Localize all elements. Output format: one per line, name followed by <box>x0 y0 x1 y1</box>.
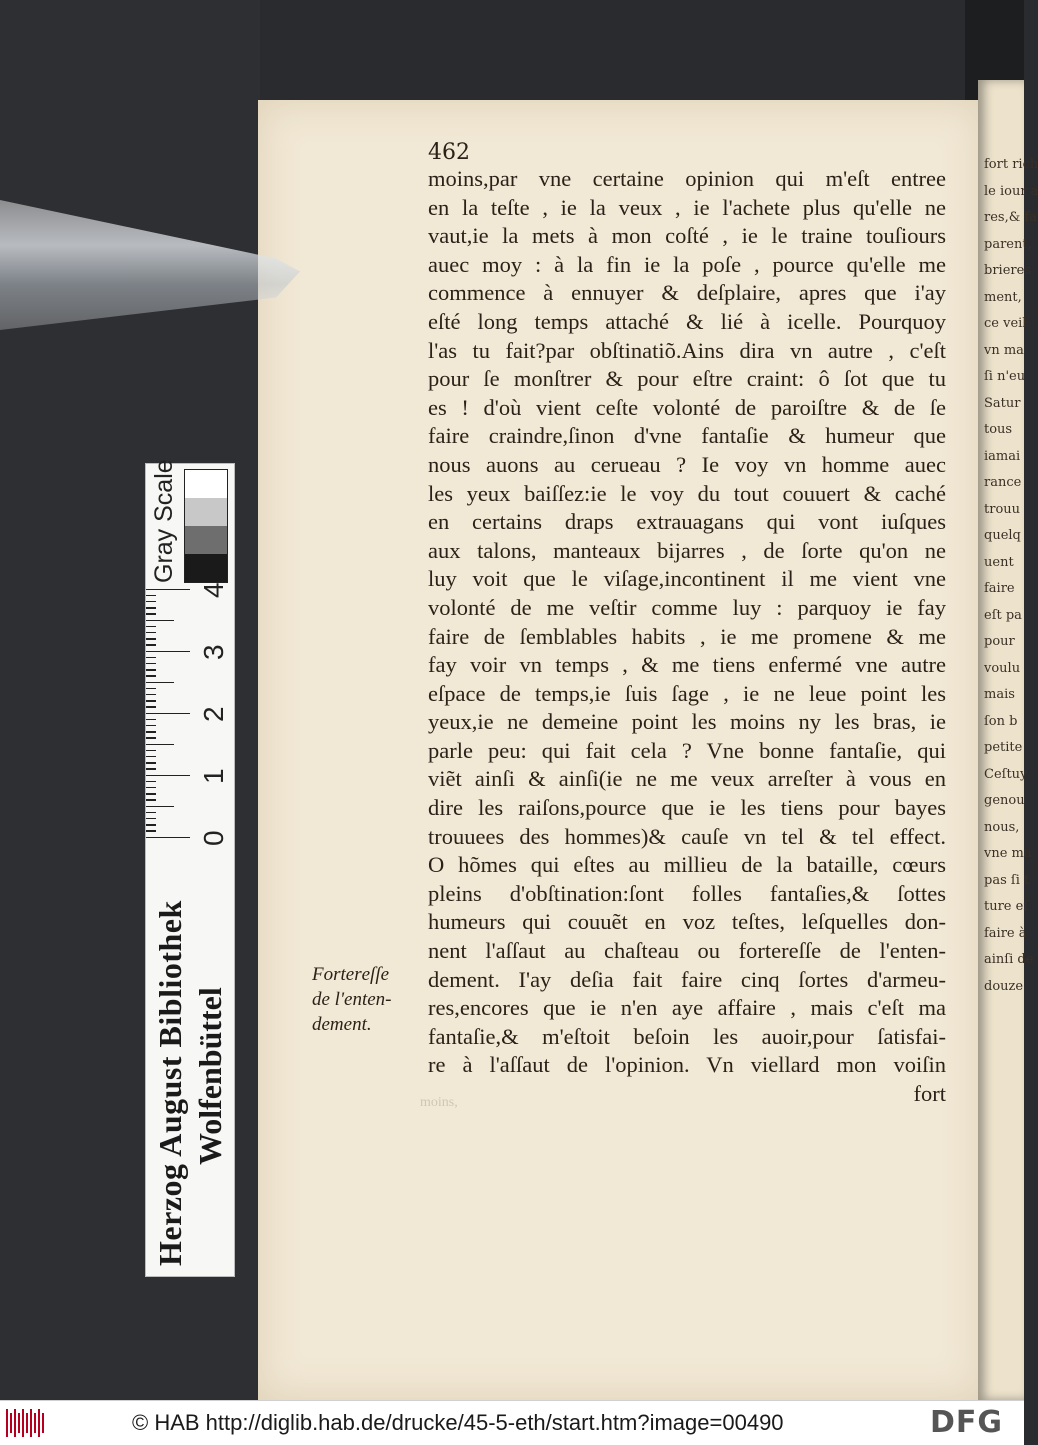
ruler-tick <box>146 694 156 695</box>
logo-bar <box>34 1413 36 1433</box>
text-line: fort <box>913 1081 946 1106</box>
next-page-fragment: parent, <box>984 236 1032 252</box>
gray-scale-swatches <box>184 469 228 583</box>
ruler-tick <box>146 638 156 639</box>
ruler-number: 0 <box>198 830 229 846</box>
next-page-fragment: ment, <box>984 289 1022 305</box>
text-line: en certains draps extrauagans qui vont iuſques <box>428 509 946 535</box>
ruler-tick <box>146 595 156 596</box>
ruler-tick <box>146 799 156 800</box>
text-line: dement. I'ay deſia fait faire cinq ſortes d'armeu- <box>428 966 946 992</box>
ruler-tick <box>146 775 190 776</box>
gray-swatch <box>185 498 227 526</box>
ruler-tick <box>146 818 156 819</box>
logo-bar <box>14 1409 16 1437</box>
ruler-tick <box>146 725 156 726</box>
ruler-tick <box>146 713 190 714</box>
institution-name-line2: Wolfenbüttel <box>192 987 228 1165</box>
text-line: moins,par vne certaine opinion qui m'eſt entree <box>428 166 946 191</box>
text-line: pour ſe monſtrer & pour eſtre craint: ô ſot que tu <box>428 366 946 392</box>
ruler-tick <box>146 837 190 838</box>
next-page-fragment: rance <box>984 475 1022 490</box>
text-line: trouuees des hommes)& cauſe vn tel & tel effect. <box>428 823 946 849</box>
ruler-tick <box>146 607 156 608</box>
gray-scale-label: Gray Scale <box>150 459 178 583</box>
next-page-fragment: fort rich <box>984 157 1038 172</box>
ruler-number: 1 <box>198 768 229 784</box>
ruler-tick <box>146 793 156 794</box>
logo-bar <box>6 1409 8 1437</box>
dfg-logo: DFG <box>930 1405 1004 1440</box>
ruler-tick <box>146 675 156 676</box>
text-line: aux talons, manteaux bijarres , de ſorte qu'on ne <box>428 537 946 563</box>
ruler-tick <box>146 762 156 763</box>
ruler-tick <box>146 626 156 627</box>
page-body-text <box>428 165 946 1109</box>
ruler-tick <box>146 620 174 621</box>
gray-swatch <box>185 554 227 582</box>
margin-note-line: Forterеſſe <box>312 964 390 985</box>
next-page-fragment: vne ma <box>984 846 1032 861</box>
ruler-number: 3 <box>198 644 229 660</box>
next-page-fragment: le iour a <box>984 183 1038 199</box>
ruler-tick <box>146 688 156 689</box>
text-line: parle peu: qui fait cela ? Vne bonne fantaſie, qui <box>428 737 946 763</box>
text-line: yeux,ie ne demeine point les moins ny les bras, ie <box>428 709 946 735</box>
text-line: volonté de me veſtir comme luy : parquoy ie fay <box>428 594 946 620</box>
next-page-fragment: eſt pa <box>984 607 1022 623</box>
next-page-fragment: faire <box>984 581 1015 596</box>
ruler-tick <box>146 706 156 707</box>
next-page-fragment: douze <box>984 978 1024 994</box>
ruler-tick <box>146 613 156 614</box>
logo-bar <box>10 1413 12 1433</box>
ruler-tick <box>146 787 156 788</box>
text-line: en la teſte , ie la veux , ie l'achete plus qu'elle ne <box>428 194 946 220</box>
page-number: 462 <box>428 140 470 165</box>
logo-bar <box>18 1413 20 1433</box>
gray-swatch <box>185 470 227 498</box>
ruler-tick <box>146 601 156 602</box>
next-page-fragment: petite <box>984 740 1023 755</box>
next-page-text <box>978 80 1038 1000</box>
ruler-tick <box>146 632 156 633</box>
text-line: faire craindre,ſinon d'vne fantaſie & humeur que <box>428 423 946 449</box>
text-line: re à l'aſſaut de l'opinion. Vn viellard mon voiſin <box>428 1052 946 1078</box>
text-line: O hõmes qui eſtes au millieu de la bataille, cœurs <box>428 852 946 878</box>
logo-bar <box>42 1413 44 1433</box>
next-page-fragment: vn ma <box>984 342 1024 358</box>
next-page-fragment: pas ſi t <box>984 872 1030 888</box>
margin-note <box>312 962 417 1037</box>
text-line: fantaſie,& m'eſtoit beſoin les auoir,pour ſatisfai- <box>428 1023 946 1049</box>
text-line: faire de ſemblables habits , ie me promene & me <box>428 623 946 649</box>
next-page-fragment: quelq <box>984 528 1021 543</box>
ruler-number: 4 <box>198 582 229 598</box>
ruler-tick <box>146 700 156 701</box>
ruler-tick <box>146 651 190 652</box>
next-page-fragment: trouu <box>984 501 1021 517</box>
text-line: humeurs qui couuẽt en voz teſtes, leſquelles don- <box>428 909 946 935</box>
next-page-fragment: faire à <box>984 925 1027 941</box>
ruler-tick <box>146 737 156 738</box>
ruler-tick <box>146 768 156 769</box>
next-page-fragment: res,& fa <box>984 210 1037 225</box>
next-page-fragment: uent <box>984 554 1014 570</box>
scale-ruler <box>145 459 235 1277</box>
text-line: les yeux baiſſez:ie le voy du tout couuert & caché <box>428 480 946 506</box>
ruler-label-band <box>146 459 234 1276</box>
gray-swatch <box>185 526 227 554</box>
logo-bar <box>26 1413 28 1433</box>
margin-note-line: de l'enten- <box>312 989 392 1010</box>
ruler-tick <box>146 744 174 745</box>
ruler-tick <box>146 589 190 590</box>
library-logo-icon <box>6 1409 46 1437</box>
ruler-number: 2 <box>198 706 229 722</box>
logo-bar <box>30 1409 32 1437</box>
next-page-fragment: nous, <box>984 819 1020 835</box>
text-line: res,encores que ie n'en aye affaire , mais c'eſt ma <box>428 995 946 1021</box>
ruler-tick <box>146 657 156 658</box>
text-line: dire les raiſons,pource que ie les tiens pour bayes <box>428 795 946 821</box>
ruler-tick <box>146 731 156 732</box>
next-page-edge <box>978 80 1038 1400</box>
text-line: pleins d'obſtination:ſont folles fantaſies,& ſottes <box>428 880 946 906</box>
next-page-fragment: ture eſ <box>984 899 1029 914</box>
text-line: eſpace de temps,ie ſuis ſage , ie ne leue point les <box>428 680 946 706</box>
text-line: auec moy : à la fin ie la poſe , pource qu'elle me <box>428 251 946 277</box>
next-page-fragment: genou <box>984 793 1025 808</box>
logo-bar <box>38 1409 40 1437</box>
next-page-fragment: mais <box>984 687 1015 702</box>
text-line: commence à ennuyer & deſplaire, apres que i'ay <box>428 280 946 306</box>
next-page-fragment: tous <box>984 422 1013 437</box>
logo-bar <box>22 1409 24 1437</box>
ruler-tick <box>146 824 156 825</box>
ruler-tick <box>146 644 156 645</box>
text-line: l'as tu fait?par obſtinatiõ.Ains dira vn autre , c'eſt <box>428 337 946 363</box>
institution-logo <box>146 870 234 1270</box>
text-line: es ! d'où vient ceſte volonté de paroiſtre & de ſe <box>428 394 946 420</box>
text-line: eſté long temps attaché & lié à icelle. Pourquoy <box>428 308 946 334</box>
ruler-tick <box>146 750 156 751</box>
text-line: luy voit que le viſage,incontinent il me vient vne <box>428 566 946 592</box>
ruler-tick <box>146 781 156 782</box>
next-page-fragment: pour <box>984 634 1015 649</box>
next-page-fragment: ainſi de <box>984 952 1034 967</box>
next-page-fragment: ſon b <box>984 713 1018 729</box>
ruler-tick <box>146 830 156 831</box>
text-line: fay voir vn temps , & me tiens enfermé vne autre <box>428 652 946 678</box>
ruler-tick <box>146 719 156 720</box>
next-page-fragment: Ceſtuy <box>984 766 1028 782</box>
next-page-fragment: Satur <box>984 395 1021 411</box>
text-line: nent l'aſſaut au chaſteau ou forterеſſe de l'enten- <box>428 938 946 964</box>
next-page-fragment: ſi n'eu <box>984 369 1026 384</box>
footer-bar <box>0 1400 1024 1445</box>
text-line: vaut,ie la mets à mon coſté , ie le traine touſiours <box>428 223 946 249</box>
ruler-tick <box>146 682 174 683</box>
ruler-tick <box>146 756 156 757</box>
next-page-fragment: ce veil <box>984 316 1027 331</box>
margin-note-line: dement. <box>312 1014 372 1035</box>
ruler-tick <box>146 663 156 664</box>
footer-credit-link[interactable]: © HAB http://diglib.hab.de/drucke/45-5-eth/start.htm?image=00490 <box>132 1410 784 1435</box>
text-line: viẽt ainſi & ainſi(ie ne me veux arreſter à vous en <box>428 766 946 792</box>
next-page-fragment: brieres <box>984 263 1031 278</box>
ruler-tick <box>146 812 156 813</box>
ruler-scale <box>146 582 234 846</box>
ruler-tick <box>146 806 174 807</box>
next-page-fragment: voulu <box>984 660 1021 676</box>
institution-name-line1: Herzog August Bibliothek <box>152 900 188 1266</box>
text-line: nous auons au cerueau ? Ie voy vn homme auec <box>428 451 946 477</box>
bleed-through-text: moins, <box>420 1095 458 1110</box>
next-page-fragment: iamai <box>984 448 1021 464</box>
ruler-tick <box>146 669 156 670</box>
